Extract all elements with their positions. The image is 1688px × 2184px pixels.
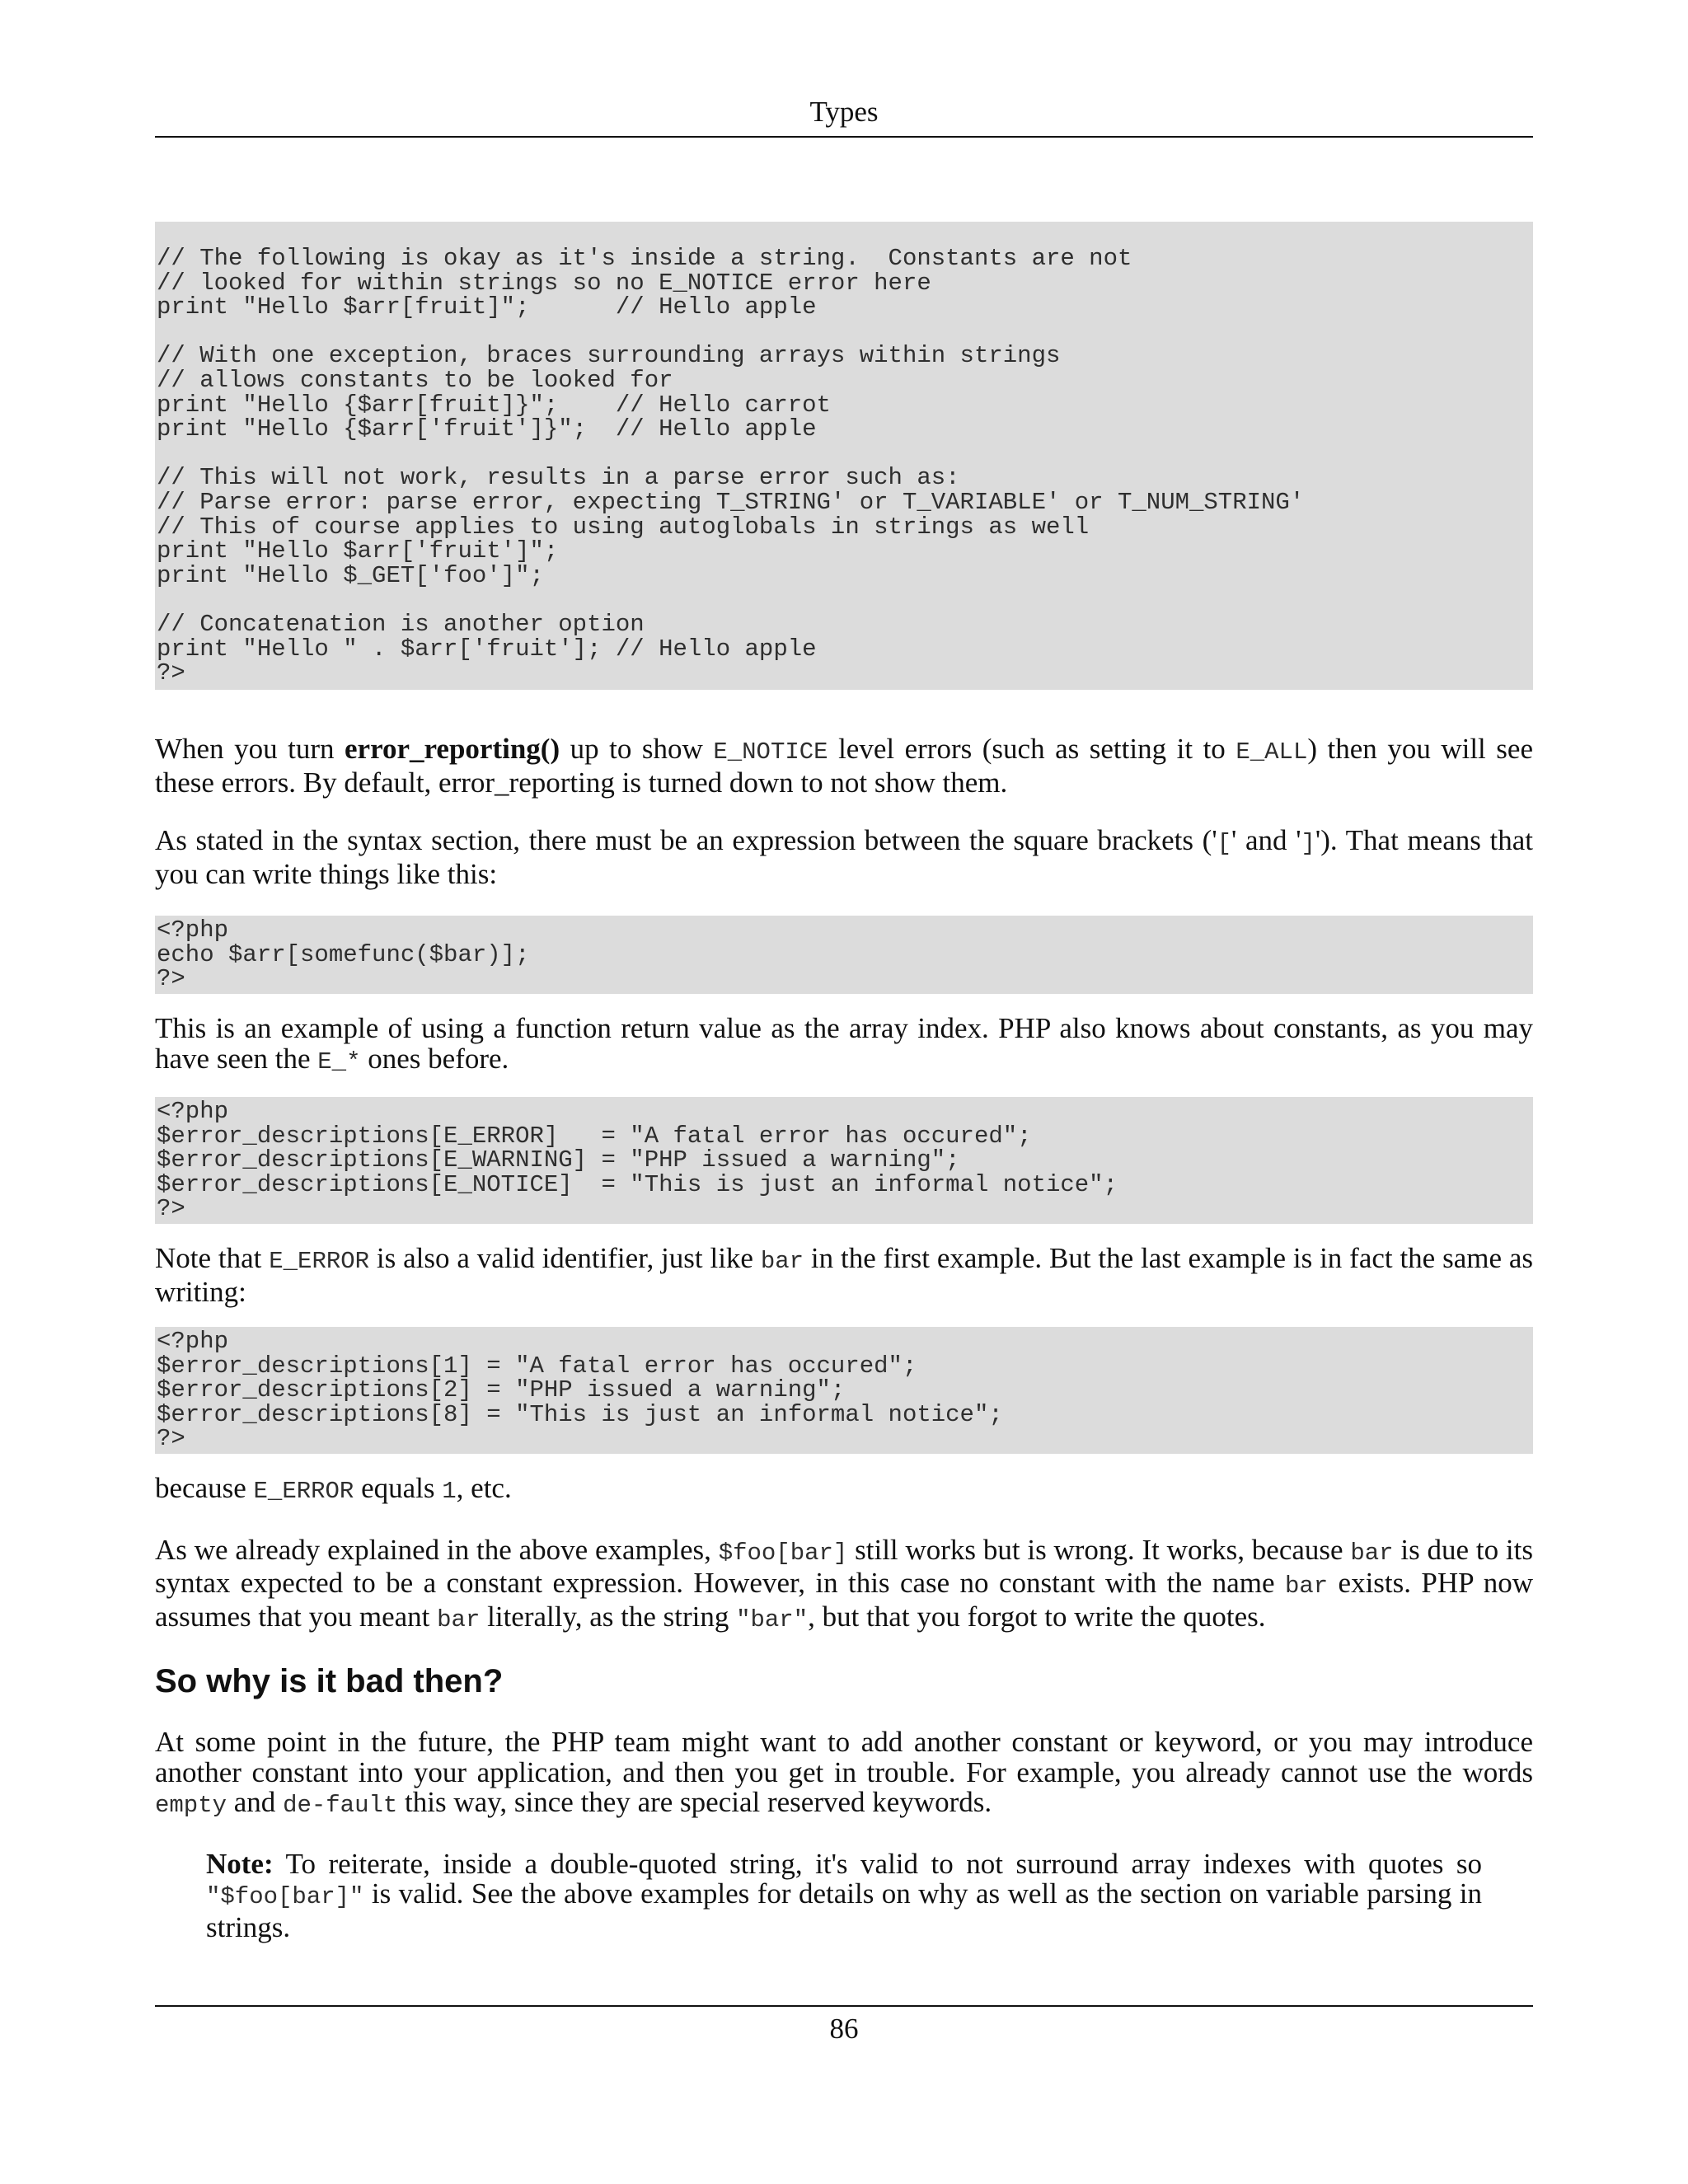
- text-run: '). That means that you can write things like this:: [155, 824, 1533, 890]
- text-run: ones before.: [360, 1042, 509, 1075]
- text-run: literally, as the string: [480, 1600, 737, 1633]
- text-run: exists. PHP now assumes that you meant: [155, 1567, 1533, 1633]
- text-run: is due to its syntax expected to be a constant expression. However, in this case no constant with the name: [155, 1533, 1533, 1599]
- text-run: up to show: [560, 733, 714, 765]
- inline-code: bar: [1350, 1539, 1394, 1567]
- text-run: and: [227, 1786, 284, 1818]
- function-name: error_reporting(): [345, 733, 560, 765]
- text-run: is valid. See the above examples for details on why as well as the section on variable parsing in strings.: [206, 1877, 1482, 1943]
- text-run: still works but is wrong. It works, because: [847, 1533, 1351, 1566]
- text-run: ' and ': [1231, 824, 1301, 856]
- paragraph-e-error-identifier: [155, 1244, 1533, 1307]
- text-run: in the first example. But the last example is in fact the same as writing:: [155, 1242, 1533, 1308]
- text-run: equals: [354, 1472, 443, 1504]
- note-label: Note:: [206, 1847, 274, 1880]
- paragraph-foo-bar: [155, 1535, 1533, 1636]
- text-run: As stated in the syntax section, there must be an expression between the square brackets (': [155, 824, 1217, 856]
- text-run: To reiterate, inside a double-quoted string, it's valid to not surround array indexes with quotes so: [273, 1847, 1482, 1880]
- text-run: , but that you forgot to write the quotes.: [808, 1600, 1266, 1633]
- inline-code: 1: [442, 1478, 457, 1505]
- text-run: At some point in the future, the PHP team might want to add another constant or keyword, or you may introduce another constant into your application, and then you get in trouble. For example, you already cannot use the words: [155, 1726, 1533, 1788]
- running-header: Types: [809, 96, 879, 128]
- inline-code: E_*: [317, 1047, 361, 1076]
- page-body: [155, 222, 1533, 1943]
- inline-code: "$foo[bar]": [206, 1883, 364, 1910]
- text-run: ) then you will see these errors. By default, error_reporting is turned down to not show them.: [155, 733, 1533, 799]
- code-block-constants-in-strings: // The following is okay as it's inside a string. Constants are not // looked for within strings so no E_NOTICE error here print "Hello $arr[fruit]"; // Hello apple // With one exception, braces surrounding arrays within strings // allows constants to be looked for print "Hello {$arr[fruit]}"; // Hello carrot print "Hello {$arr['fruit']}"; // Hello apple // This will not work, results in a parse error such as: // Parse error: parse error, expecting T_STRING' or T_VARIABLE' or T_NUM_STRING' // This of course applies to using autoglobals in strings as well print "Hello $arr['fruit']"; print "Hello $_GET['foo']"; // Concatenation is another option print "Hello " . $arr['fruit']; // Hello apple ?>: [155, 222, 1533, 690]
- paragraph-future-trouble: [155, 1727, 1533, 1821]
- text-run: this way, since they are special reserved keywords.: [397, 1786, 992, 1818]
- code-block-somefunc: <?php echo $arr[somefunc($bar)]; ?>: [155, 916, 1533, 994]
- text-run: , etc.: [456, 1472, 512, 1504]
- code-block-error-constants: <?php $error_descriptions[E_ERROR] = "A fatal error has occured"; $error_descriptions[E_WARNING] = "PHP issued a warning"; $error_descriptions[E_NOTICE] = "This is just an informal notice"; ?>: [155, 1097, 1533, 1224]
- inline-code: bar: [760, 1248, 804, 1275]
- header-rule: [155, 136, 1533, 138]
- note-paragraph: [206, 1849, 1482, 1943]
- inline-code: de-fault: [283, 1792, 398, 1819]
- inline-code: $foo[bar]: [718, 1539, 848, 1567]
- inline-code: bar: [1284, 1572, 1329, 1600]
- inline-code: E_ALL: [1236, 738, 1308, 766]
- text-run: Note that: [155, 1242, 270, 1274]
- footer-rule: [155, 2005, 1533, 2007]
- paragraph-because: [155, 1474, 1533, 1507]
- inline-code: E_ERROR: [269, 1248, 370, 1275]
- inline-code: ]: [1301, 830, 1315, 857]
- inline-code: "bar": [736, 1605, 809, 1633]
- paragraph-square-brackets: [155, 826, 1533, 889]
- page-number: 86: [829, 2013, 859, 2045]
- paragraph-function-index: [155, 1014, 1533, 1077]
- inline-code: [: [1217, 830, 1232, 857]
- text-run: level errors (such as setting it to: [828, 733, 1236, 765]
- section-heading: So why is it bad then?: [155, 1663, 504, 1699]
- code-block-error-numbers: <?php $error_descriptions[1] = "A fatal error has occured"; $error_descriptions[2] = "PHP issued a warning"; $error_descriptions[8] = "This is just an informal notice"; ?>: [155, 1327, 1533, 1454]
- inline-code: bar: [437, 1605, 481, 1633]
- text-run: is also a valid identifier, just like: [369, 1242, 761, 1274]
- text-run: This is an example of using a function return value as the array index. PHP also knows about constants, as you may have seen the: [155, 1012, 1533, 1075]
- text-run: When you turn: [155, 733, 345, 765]
- paragraph-error-reporting: [155, 734, 1533, 798]
- inline-code: E_ERROR: [253, 1478, 354, 1505]
- inline-code: E_NOTICE: [713, 738, 828, 766]
- document-page: [155, 0, 1533, 2184]
- text-run: because: [155, 1472, 254, 1504]
- text-run: As we already explained in the above examples,: [155, 1533, 719, 1566]
- inline-code: empty: [155, 1792, 227, 1819]
